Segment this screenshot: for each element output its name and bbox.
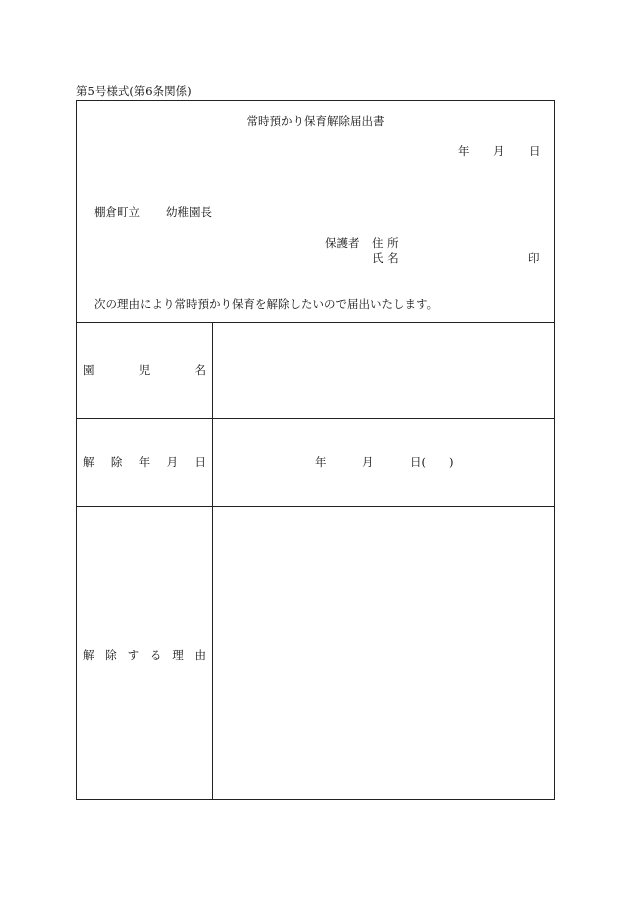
submission-date-month[interactable]: 月 (493, 144, 505, 158)
cancel-date-label (83, 457, 206, 469)
row-divider-1 (77, 418, 554, 419)
child-name-field[interactable] (214, 324, 552, 416)
reason-label (83, 650, 206, 662)
table-top-border (77, 322, 554, 323)
cancel-date-weekday-close[interactable]: ) (449, 455, 454, 469)
cancel-date-year[interactable]: 年 (315, 455, 327, 469)
form-number: 第5号様式(第6条関係) (76, 84, 192, 98)
guardian-name-field[interactable] (417, 249, 517, 265)
submission-date-year[interactable]: 年 (458, 144, 470, 158)
form-title: 常時預かり保育解除届出書 (246, 114, 385, 128)
guardian-name-label: 氏 名 (372, 251, 399, 265)
label-column-divider (212, 322, 213, 799)
label-char: 月 (166, 455, 179, 469)
label-char: 日 (194, 455, 206, 469)
label-char: 年 (138, 455, 151, 469)
label-char: 児 (138, 363, 151, 377)
cancel-date-day[interactable]: 日( (410, 455, 426, 469)
reason-field[interactable] (214, 508, 552, 798)
child-name-label (83, 365, 206, 377)
label-char: 解 (83, 455, 95, 469)
seal-mark: 印 (528, 251, 540, 265)
label-char: す (127, 648, 140, 662)
cancel-date-month[interactable]: 月 (362, 455, 374, 469)
submission-date-day[interactable]: 日 (529, 144, 541, 158)
label-char: 除 (110, 455, 123, 469)
guardian-address-label: 住 所 (372, 236, 399, 250)
label-char: 理 (172, 648, 184, 662)
addressee-recipient: 幼稚園長 (166, 205, 212, 219)
label-char: 除 (105, 648, 117, 662)
guardian-address-field[interactable] (417, 234, 542, 250)
label-char: 名 (194, 363, 206, 377)
guardian-label: 保護者 (325, 236, 360, 250)
label-char: 園 (83, 363, 95, 377)
label-char: 解 (83, 648, 95, 662)
label-char: る (149, 648, 162, 662)
statement-text: 次の理由により常時預かり保育を解除したいので届出いたします。 (94, 297, 439, 311)
label-char: 由 (194, 648, 206, 662)
row-divider-2 (77, 506, 554, 507)
addressee-town: 棚倉町立 (94, 205, 140, 219)
form-frame (76, 100, 555, 800)
